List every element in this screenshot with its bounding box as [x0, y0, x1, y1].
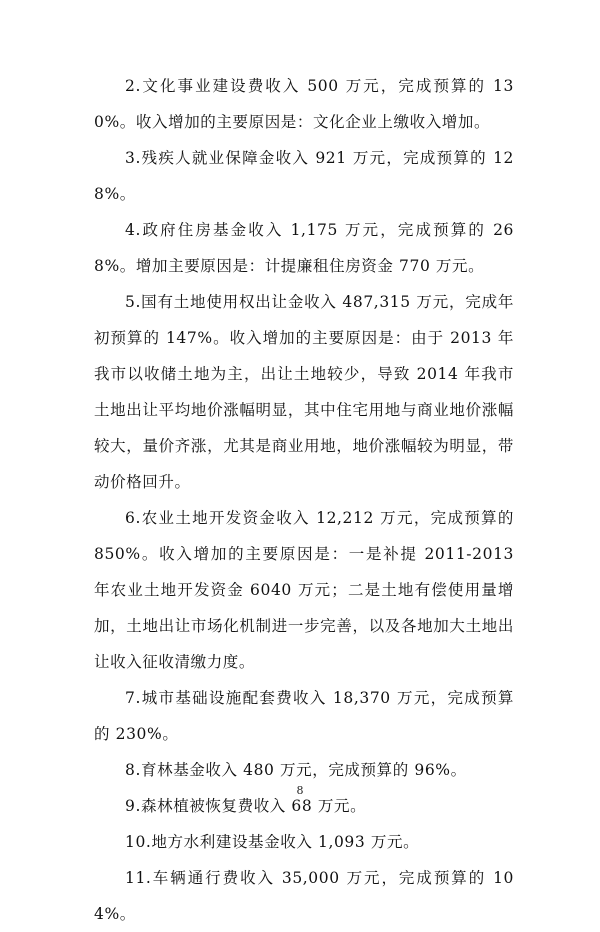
document-body — [94, 68, 514, 932]
paragraph-item-7: 7.城市基础设施配套费收入 18,370 万元，完成预算的 230%。 — [94, 689, 514, 743]
paragraph-item-6: 6.农业土地开发资金收入 12,212 万元，完成预算的 850%。收入增加的主要原因是：一是补提 2011-2013 年农业土地开发资金 6040 万元；二是土地有偿使用量增加，土地出让市场化机制进一步完善，以及各地加大土地出让收入征收清缴力度。 — [94, 509, 514, 671]
paragraph-item-4: 4.政府住房基金收入 1,175 万元，完成预算的 268%。增加主要原因是：计提廉租住房资金 770 万元。 — [94, 221, 514, 275]
paragraph-item-9: 9.森林植被恢复费收入 68 万元。 — [125, 797, 367, 815]
paragraph-item-3: 3.残疾人就业保障金收入 921 万元，完成预算的 128%。 — [94, 149, 514, 203]
paragraph-item-10: 10.地方水利建设基金收入 1,093 万元。 — [125, 833, 420, 851]
paragraph-item-2: 2.文化事业建设费收入 500 万元，完成预算的 130%。收入增加的主要原因是：文化企业上缴收入增加。 — [94, 77, 514, 131]
paragraph-item-8: 8.育林基金收入 480 万元，完成预算的 96%。 — [125, 761, 467, 779]
paragraph-item-11: 11.车辆通行费收入 35,000 万元，完成预算的 104%。 — [94, 869, 514, 923]
paragraph-item-5: 5.国有土地使用权出让金收入 487,315 万元，完成年初预算的 147%。收入增加的主要原因是：由于 2013 年我市以收储土地为主，出让土地较少，导致 2014 年我市土地出让平均地价涨幅明显，其中住宅用地与商业地价涨幅较大，量价齐涨，尤其是商业用地，地价涨幅较为明显，带动价格回升。 — [94, 293, 514, 491]
page-number: 8 — [296, 784, 304, 797]
